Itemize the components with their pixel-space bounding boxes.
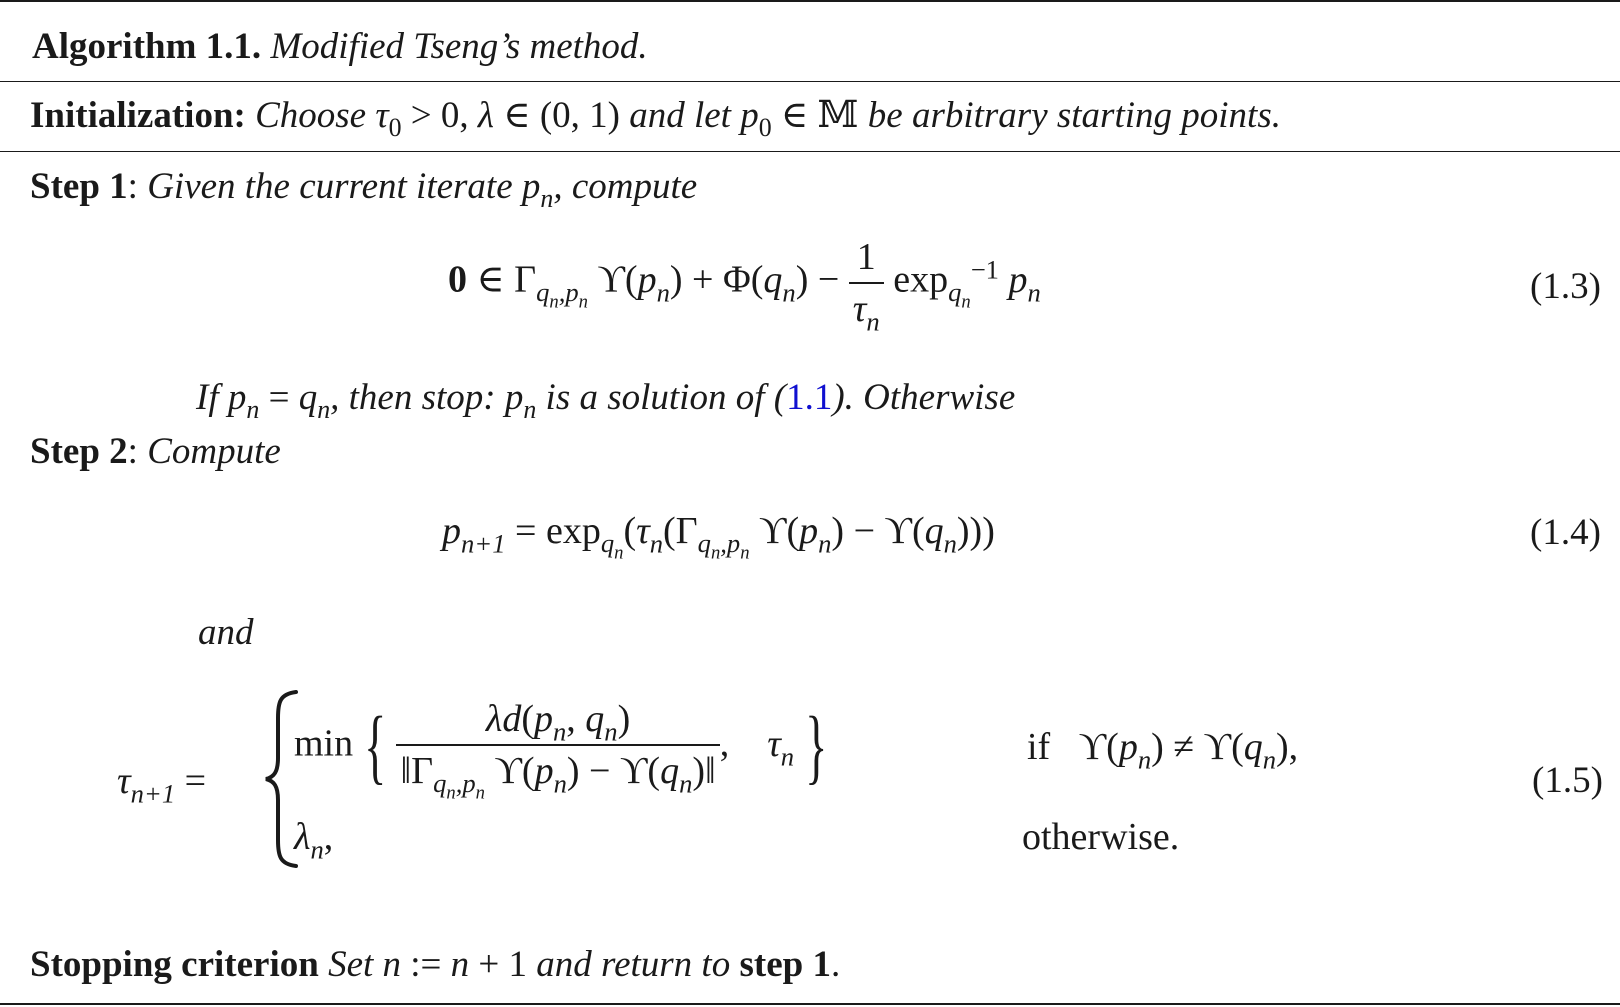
stop-then: , then stop: <box>330 377 496 418</box>
algorithm-title <box>32 28 648 65</box>
equation-number-1-4: (1.4) <box>1530 512 1601 553</box>
step1-row: Step 1: Given the current iterate $p_n$, compute <box>30 166 698 214</box>
case-2-expression: $\lambda_n$, <box>294 816 334 865</box>
stopping-row: Stopping criterion Set n := n + 1 and return to step 1. <box>30 944 841 985</box>
stopping-period: . <box>830 944 841 985</box>
initialization-row: Initialization: Choose $\tau_0 > 0$, λ ∈ (0, 1) and let $p_0$ ∈ 𝕄 be arbitrary starting points. <box>30 95 1281 143</box>
stop-condition: If $p_n = q_n$, then stop: $p_n$ is a solution of (1.1). Otherwise <box>196 377 1016 425</box>
equation-1-3: 0 ∈ $\Gamma_{q_n,p_n}$ $ϒ(p_n) + \Phi(q_n)$ − $\frac{1}{\tau_n}$ $\exp_{q_n}^{-1} p_n$ <box>448 236 1041 337</box>
bottom-rule <box>0 1003 1620 1005</box>
step1-label: Step 1 <box>30 166 128 207</box>
equation-1-4: $p_{n+1} = \exp_{q_n}(\tau_n(\Gamma_{q_n,p_n}$ $ϒ(p_n) - ϒ(q_n)$)) <box>442 510 995 564</box>
stopping-label: Stopping criterion <box>30 944 319 985</box>
step1-compute: , compute <box>553 166 698 207</box>
top-rule <box>0 0 1620 2</box>
stop-if: If <box>196 377 219 418</box>
step2-label: Step 2 <box>30 431 128 472</box>
stopping-return: and return to <box>536 944 731 985</box>
initialization-and-let: and let <box>629 95 731 136</box>
equation-number-1-3: (1.3) <box>1530 266 1601 307</box>
case-2-condition <box>1022 818 1179 856</box>
case-otherwise: otherwise. <box>1022 816 1180 858</box>
stop-solution: is a solution of ( <box>545 377 787 418</box>
and-text <box>198 614 254 651</box>
equation-number-1-5: (1.5) <box>1532 760 1603 801</box>
reference-link-1-1[interactable]: 1.1 <box>786 377 833 418</box>
fraction-lambda-d: $\frac{\lambda d(p_n, q_n)}{‖\Gamma_{q_n,p_n} ϒ(p_n) - ϒ(q_n)‖}$ <box>396 700 719 794</box>
case-if: if <box>1027 726 1051 768</box>
case-1-condition: if $ϒ(p_n) \ne ϒ(q_n)$, <box>1027 726 1299 775</box>
step2-compute: Compute <box>147 431 281 472</box>
title-rule <box>0 81 1620 82</box>
algorithm-name: Modified Tseng’s method. <box>270 26 648 67</box>
algorithm-label: Algorithm 1.1. <box>32 26 262 67</box>
and-word: and <box>198 612 254 653</box>
stop-otherwise: ). Otherwise <box>832 377 1016 418</box>
case-1-expression: min { $\frac{\lambda d(p_n, q_n)}{‖\Gamma_{q_n,p_n} ϒ(p_n) - ϒ(q_n)‖}$ , $\tau_n$ } <box>294 698 827 804</box>
fraction-one-over-tau: $\frac{1}{\tau_n}$ <box>849 238 884 328</box>
initialization-label: Initialization: <box>30 95 246 136</box>
initialization-choose: Choose <box>255 95 367 136</box>
initialization-rule <box>0 151 1620 152</box>
step1-given: Given the current iterate <box>147 166 513 207</box>
equation-1-5-lhs: $\tau_{n+1}$ = <box>117 760 207 809</box>
stopping-set: Set <box>328 944 374 985</box>
stopping-step: step 1 <box>739 944 831 985</box>
step2-row: Step 2: Compute <box>30 431 281 472</box>
initialization-rest: be arbitrary starting points. <box>867 95 1281 136</box>
